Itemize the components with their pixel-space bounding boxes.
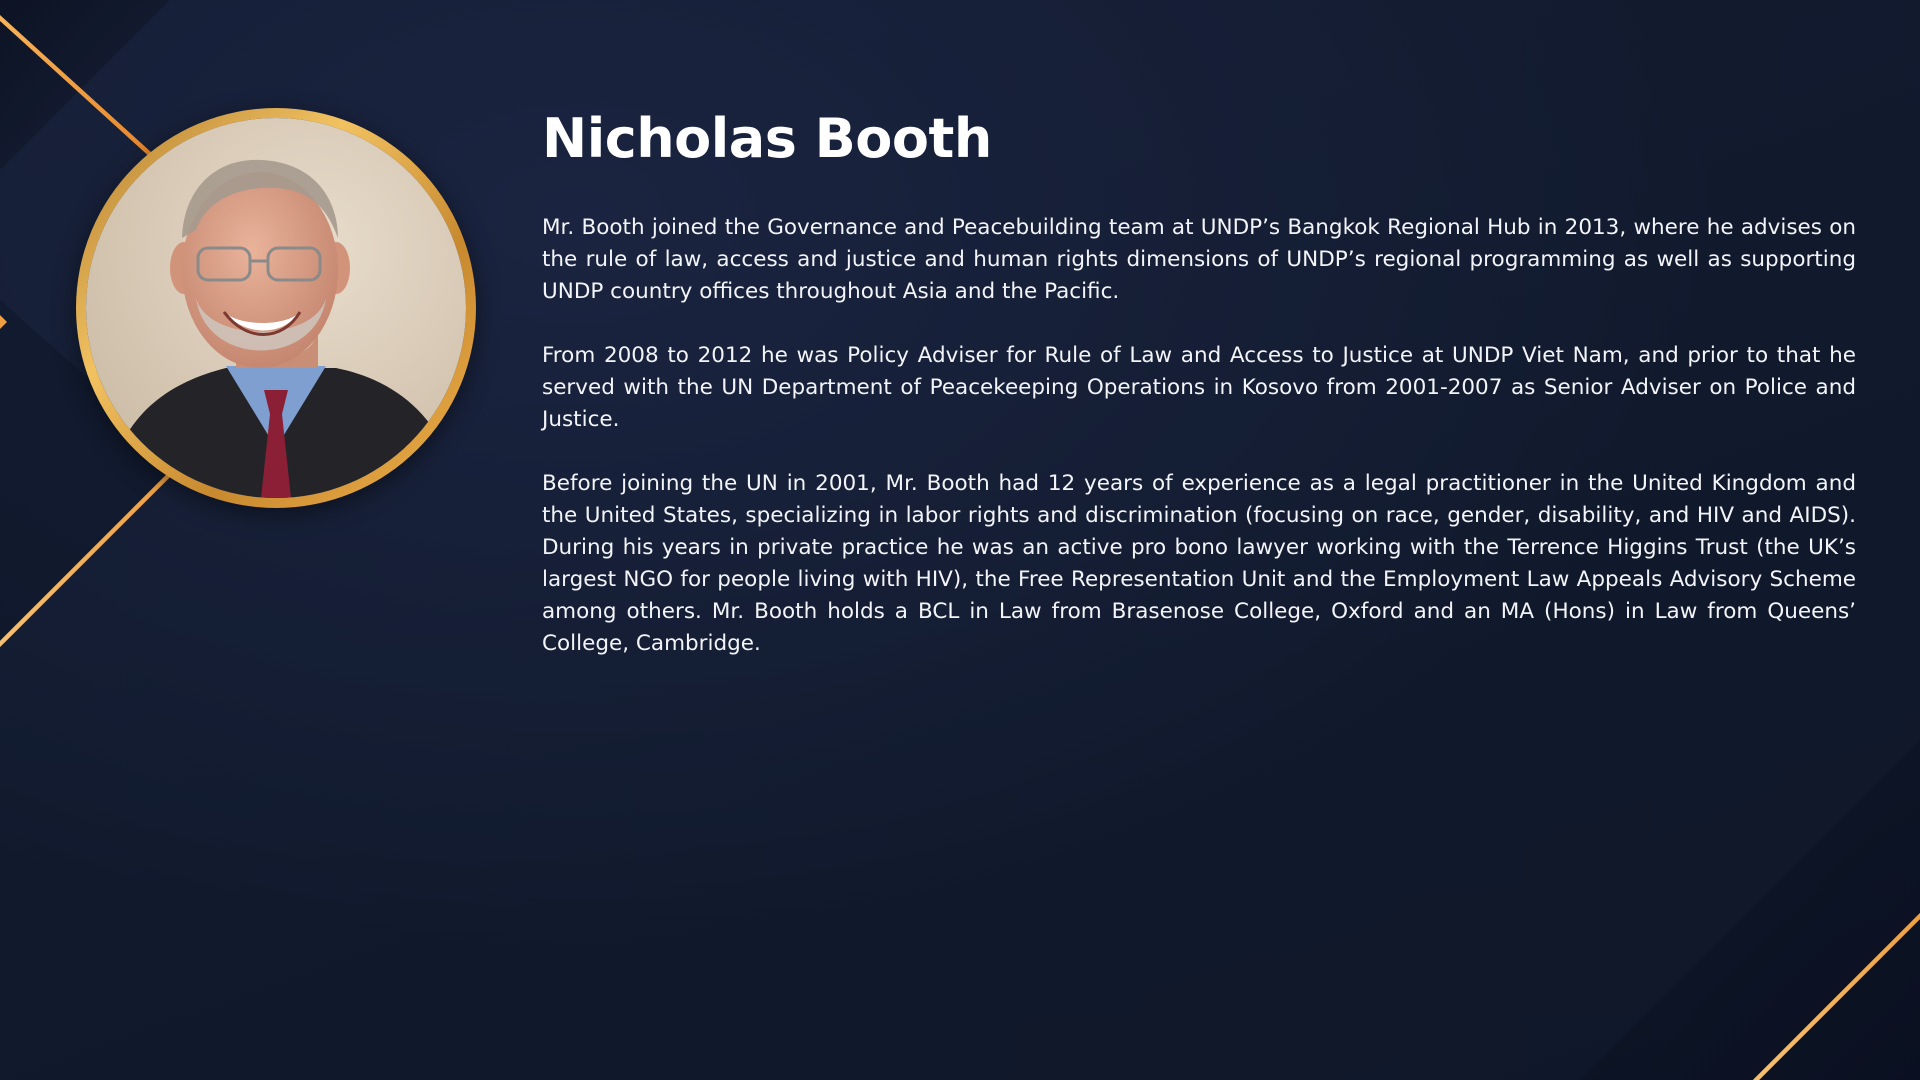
bio-paragraph-1: Mr. Booth joined the Governance and Peacebuilding team at UNDP’s Bangkok Regional Hub in 2013, where he advises on the rule of law, access and justice and human rights dimensions of UNDP’s regional programming as well as supporting UNDP country offices throughout Asia and the Pacific. — [542, 215, 1856, 304]
bio-paragraph-2: From 2008 to 2012 he was Policy Adviser for Rule of Law and Access to Justice at UNDP Viet Nam, and prior to that he served with the UN Department of Peacekeeping Operations in Kosovo from 2001-2007 as Senior Adviser on Police and Justice. — [542, 343, 1856, 432]
profile-name: Nicholas Booth — [542, 107, 992, 170]
shade-band-top-left — [0, 0, 170, 170]
portrait-photo-icon — [86, 118, 466, 498]
shade-band-bottom-right — [1580, 740, 1920, 1080]
profile-bio — [542, 212, 1856, 660]
profile-photo-frame — [76, 108, 476, 508]
bio-paragraph-3: Before joining the UN in 2001, Mr. Booth had 12 years of experience as a legal practitioner in the United Kingdom and the United States, specializing in labor rights and discrimination (focusing on race, gender, disability, and HIV and AIDS). During his years in private practice he was an active pro bono lawyer working with the Terrence Higgins Trust (the UK’s largest NGO for people living with HIV), the Free Representation Unit and the Employment Law Appeals Advisory Scheme among others. Mr. Booth holds a BCL in Law from Brasenose College, Oxford and an MA (Hons) in Law from Queens’ College, Cambridge. — [542, 471, 1856, 656]
profile-content — [542, 104, 1856, 692]
profile-photo — [86, 118, 466, 498]
